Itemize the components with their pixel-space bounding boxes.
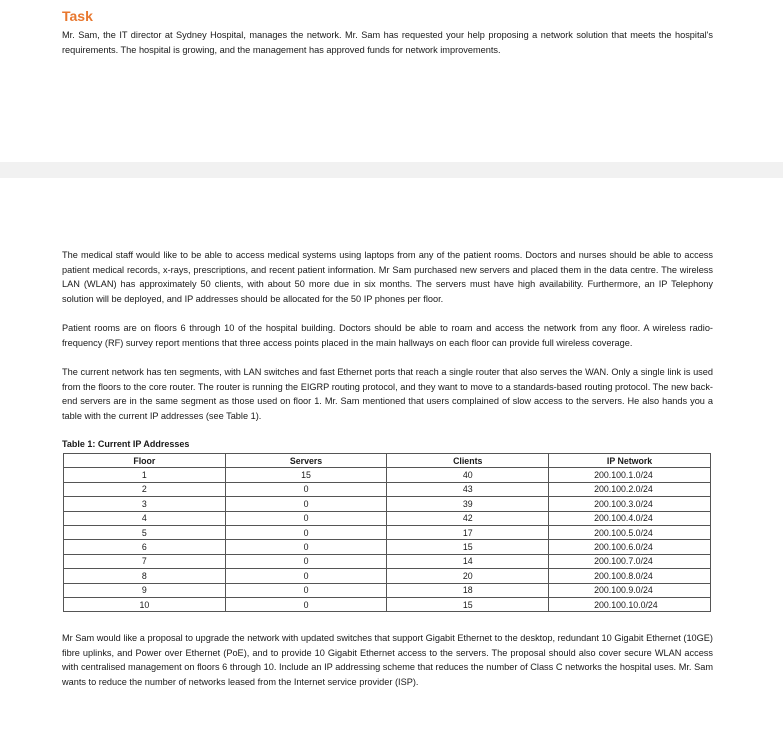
table-row bbox=[64, 482, 711, 496]
cell-servers: 0 bbox=[225, 597, 387, 611]
header-floor: Floor bbox=[64, 454, 226, 468]
cell-floor: 7 bbox=[64, 554, 226, 568]
cell-servers: 0 bbox=[225, 497, 387, 511]
header-servers: Servers bbox=[225, 454, 387, 468]
cell-servers: 0 bbox=[225, 482, 387, 496]
cell-floor: 5 bbox=[64, 525, 226, 539]
cell-floor: 4 bbox=[64, 511, 226, 525]
cell-clients: 39 bbox=[387, 497, 549, 511]
cell-ip-network: 200.100.6.0/24 bbox=[549, 540, 711, 554]
cell-ip-network: 200.100.10.0/24 bbox=[549, 597, 711, 611]
cell-floor: 6 bbox=[64, 540, 226, 554]
cell-clients: 40 bbox=[387, 468, 549, 482]
table-row bbox=[64, 554, 711, 568]
cell-clients: 42 bbox=[387, 511, 549, 525]
paragraph-medical-access: The medical staff would like to be able to access medical systems using laptops from any of the patient rooms. Doctors and nurses should be able to access patient medical records, x-rays, prescriptions, and recent patient information. Mr Sam purchased new servers and placed them in the data centre. The wireless LAN (WLAN) has approximately 50 clients, with about 50 more due in six months. The servers must have high availability. Furthermore, an IP Telephony solution will be deployed, and IP addresses should be allocated for the 50 IP phones per floor. bbox=[62, 250, 713, 304]
header-ip-network: IP Network bbox=[549, 454, 711, 468]
cell-clients: 14 bbox=[387, 554, 549, 568]
cell-ip-network: 200.100.9.0/24 bbox=[549, 583, 711, 597]
paragraph-current-network: The current network has ten segments, with LAN switches and fast Ethernet ports that reach a single router that also serves the WAN. Only a single link is used from the floors to the core router. The router is running the EIGRP routing protocol, and they want to move to a standards-based routing protocol. The new back-end servers are in the same segment as those used on floor 1. Mr. Sam mentioned that users complained of slow access to the servers. He also hands you a table with the current IP addresses (see Table 1). bbox=[62, 367, 713, 421]
cell-clients: 15 bbox=[387, 540, 549, 554]
table-row bbox=[64, 511, 711, 525]
cell-ip-network: 200.100.3.0/24 bbox=[549, 497, 711, 511]
task-heading: Task bbox=[62, 8, 93, 24]
cell-clients: 15 bbox=[387, 597, 549, 611]
cell-floor: 9 bbox=[64, 583, 226, 597]
table-row bbox=[64, 468, 711, 482]
cell-servers: 15 bbox=[225, 468, 387, 482]
paragraph-proposal: Mr Sam would like a proposal to upgrade the network with updated switches that support Gigabit Ethernet to the desktop, redundant 10 Gigabit Ethernet (10GE) fibre uplinks, and Power over Ethernet (PoE), and to provide 10 Gigabit Ethernet access to the servers. The proposal should also cover secure WLAN access with centralised management on floors 6 through 10. Include an IP addressing scheme that reduces the number of Class C networks the hospital uses. Mr. Sam wants to reduce the number of networks leased from the Internet service provider (ISP). bbox=[62, 633, 713, 687]
intro-paragraph: Mr. Sam, the IT director at Sydney Hospital, manages the network. Mr. Sam has requested your help proposing a network solution that meets the hospital's requirements. The hospital is growing, and the management has approved funds for network improvements. bbox=[62, 30, 713, 55]
cell-floor: 3 bbox=[64, 497, 226, 511]
cell-servers: 0 bbox=[225, 583, 387, 597]
table-header-row bbox=[64, 454, 711, 468]
page-break-band bbox=[0, 162, 783, 178]
cell-ip-network: 200.100.4.0/24 bbox=[549, 511, 711, 525]
table-row bbox=[64, 525, 711, 539]
paragraph-patient-rooms: Patient rooms are on floors 6 through 10 of the hospital building. Doctors should be able to roam and access the network from any floor. A wireless radio-frequency (RF) survey report mentions that three access points placed in the main hallways on each floor can provide full wireless coverage. bbox=[62, 323, 713, 348]
cell-servers: 0 bbox=[225, 511, 387, 525]
table-row bbox=[64, 597, 711, 611]
cell-ip-network: 200.100.1.0/24 bbox=[549, 468, 711, 482]
cell-clients: 43 bbox=[387, 482, 549, 496]
cell-floor: 2 bbox=[64, 482, 226, 496]
cell-ip-network: 200.100.8.0/24 bbox=[549, 569, 711, 583]
ip-address-table bbox=[63, 453, 711, 612]
cell-floor: 8 bbox=[64, 569, 226, 583]
table-row bbox=[64, 583, 711, 597]
cell-servers: 0 bbox=[225, 569, 387, 583]
cell-servers: 0 bbox=[225, 540, 387, 554]
cell-floor: 1 bbox=[64, 468, 226, 482]
table-row bbox=[64, 540, 711, 554]
cell-ip-network: 200.100.5.0/24 bbox=[549, 525, 711, 539]
cell-servers: 0 bbox=[225, 554, 387, 568]
table-row bbox=[64, 569, 711, 583]
cell-clients: 17 bbox=[387, 525, 549, 539]
cell-ip-network: 200.100.7.0/24 bbox=[549, 554, 711, 568]
cell-clients: 20 bbox=[387, 569, 549, 583]
cell-ip-network: 200.100.2.0/24 bbox=[549, 482, 711, 496]
table-caption: Table 1: Current IP Addresses bbox=[62, 439, 190, 449]
cell-floor: 10 bbox=[64, 597, 226, 611]
cell-clients: 18 bbox=[387, 583, 549, 597]
cell-servers: 0 bbox=[225, 525, 387, 539]
table-row bbox=[64, 497, 711, 511]
header-clients: Clients bbox=[387, 454, 549, 468]
